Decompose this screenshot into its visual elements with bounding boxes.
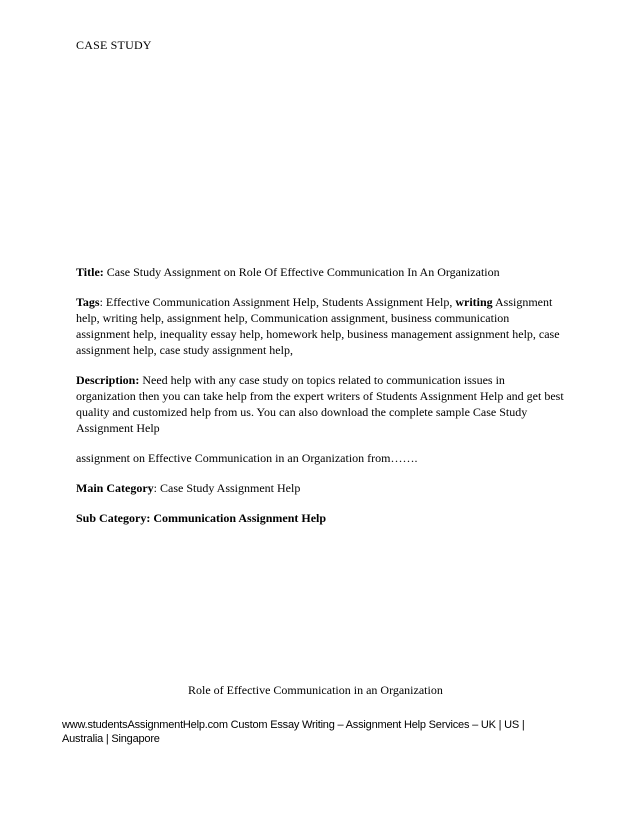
main-category-line bbox=[76, 480, 566, 496]
description-paragraph bbox=[76, 372, 566, 436]
tags-label: Tags bbox=[76, 295, 100, 309]
title-label: Title: bbox=[76, 265, 104, 279]
site-footer-text: www.studentsAssignmentHelp.com Custom Essay Writing – Assignment Help Services – UK | US | Australia | Singapore bbox=[62, 719, 525, 745]
tags-value-post: Assignment help, writing help, assignment help, Communication assignment, business communication assignment help, inequality essay help, homework help, business management assignment help, case assignment help, case study assignment help, bbox=[76, 295, 560, 357]
main-category-label: Main Category bbox=[76, 481, 154, 495]
document-footer-title: Role of Effective Communication in an Organization bbox=[188, 683, 443, 697]
description-continuation: assignment on Effective Communication in an Organization from……. bbox=[76, 451, 418, 465]
description-label: Description: bbox=[76, 373, 140, 387]
main-category-value: : Case Study Assignment Help bbox=[153, 481, 301, 495]
tags-value-pre: : Effective Communication Assignment Help, Students Assignment Help, bbox=[99, 295, 456, 309]
sub-category-label: Sub Category: bbox=[76, 511, 151, 525]
tags-paragraph bbox=[76, 294, 566, 358]
page-header-label: CASE STUDY bbox=[76, 38, 152, 52]
title-value: Case Study Assignment on Role Of Effective Communication In An Organization bbox=[106, 265, 500, 279]
sub-category-value: Communication Assignment Help bbox=[153, 511, 327, 525]
sub-category-line bbox=[76, 510, 566, 526]
description-value: Need help with any case study on topics related to communication issues in organization then you can take help from the expert writers of Students Assignment Help and get best quality and customized help from us. You can also download the complete sample Case Study Assignment Help bbox=[76, 373, 564, 435]
metadata-block bbox=[76, 264, 566, 540]
tags-value-bold: writing bbox=[455, 295, 493, 309]
title-line bbox=[76, 264, 566, 280]
